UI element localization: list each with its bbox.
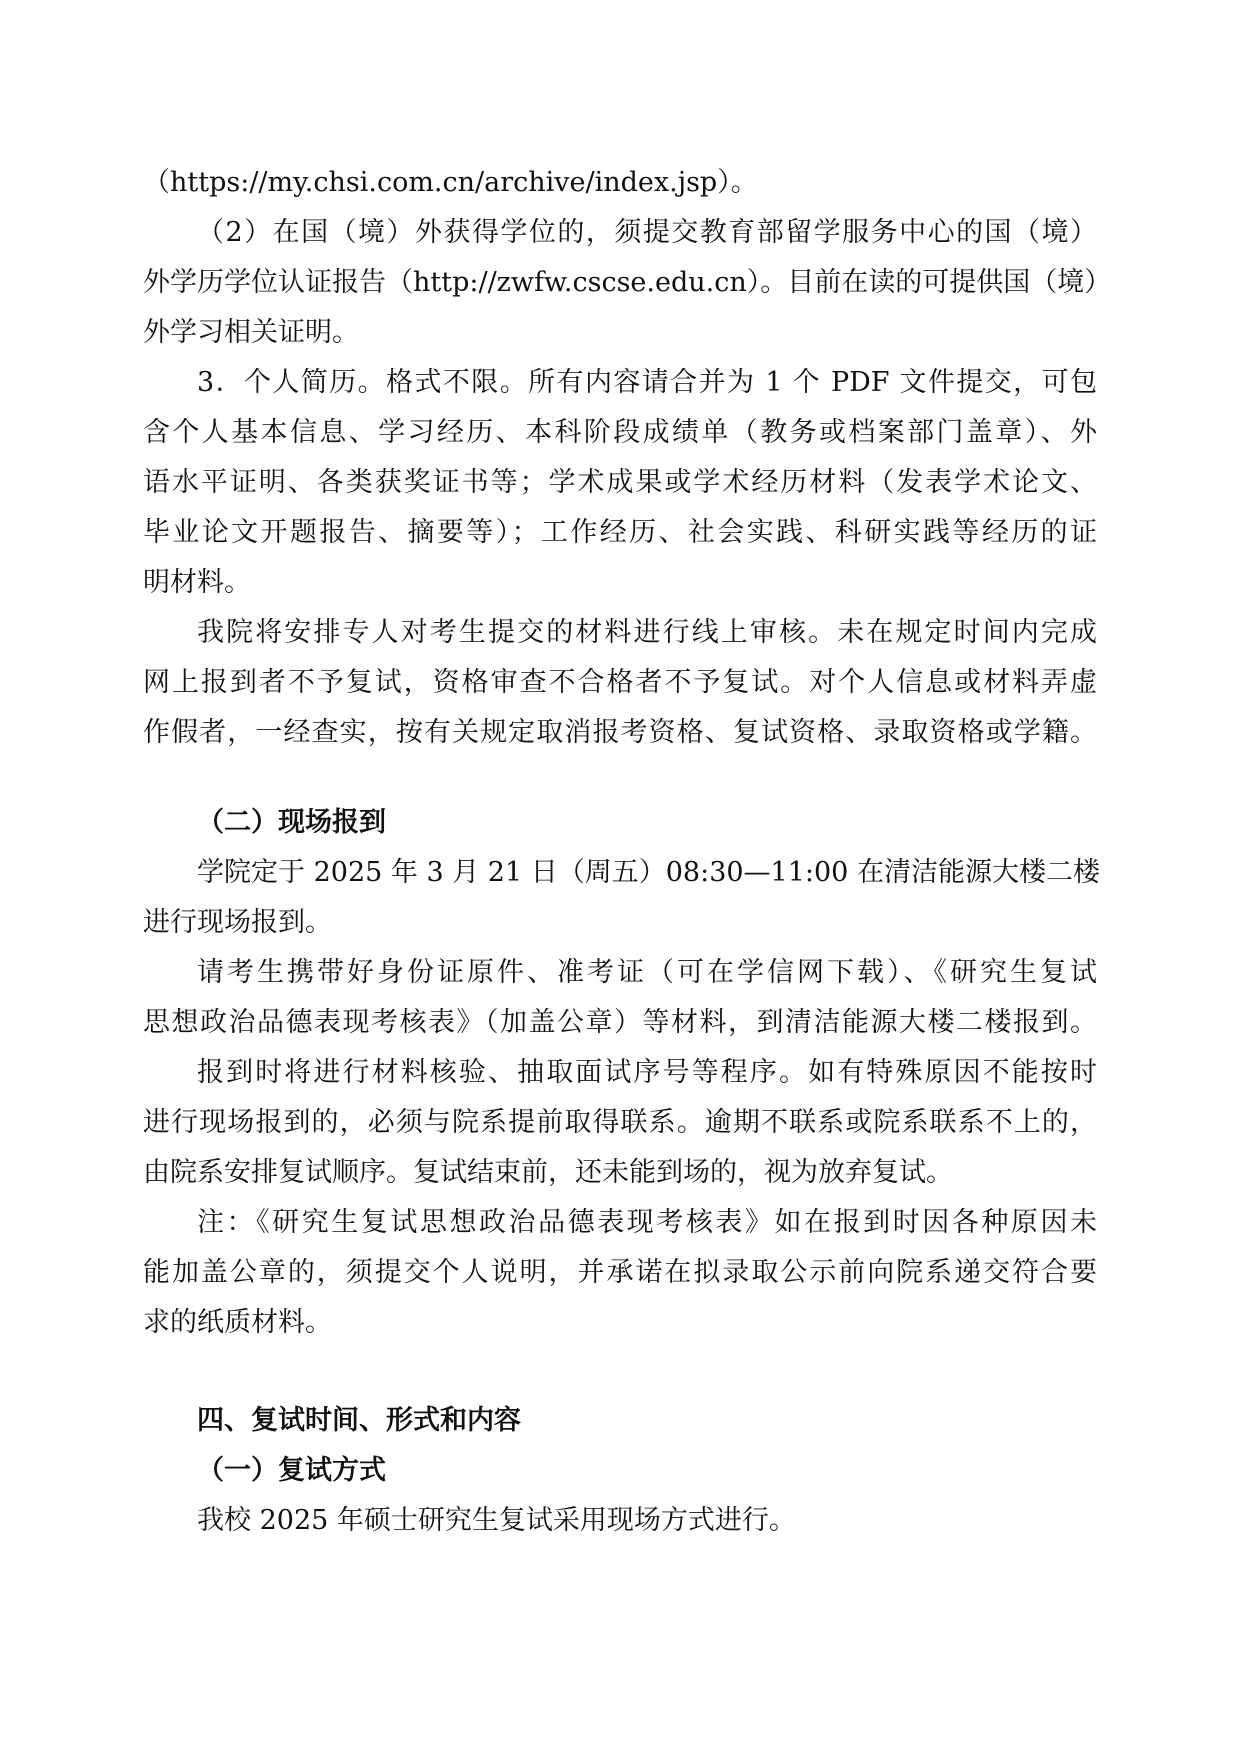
text-line: 外学习相关证明。 xyxy=(143,317,359,348)
text-line: 学院定于 2025 年 3 月 21 日（周五）08:30—11:00 在清洁能源大楼二楼 xyxy=(197,857,1100,888)
paragraph-registration-time xyxy=(143,848,1100,948)
text-line: 进行现场报到的，必须与院系提前取得联系。逾期不联系或院系联系不上的， xyxy=(143,1107,1097,1138)
text-line: 毕业论文开题报告、摘要等）；工作经历、社会实践、科研实践等经历的证 xyxy=(143,517,1097,548)
paragraph-resume xyxy=(143,358,1097,608)
paragraph-registration-procedure xyxy=(143,1048,1097,1198)
text-line: 能加盖公章的，须提交个人说明，并承诺在拟录取公示前向院系递交符合要 xyxy=(143,1257,1097,1288)
paragraph-note xyxy=(143,1198,1097,1348)
paragraph-required-documents xyxy=(143,948,1097,1048)
text-line: 注：《研究生复试思想政治品德表现考核表》如在报到时因各种原因未 xyxy=(197,1207,1097,1238)
heading-onsite-registration: （二）现场报到 xyxy=(197,807,386,838)
text-line: （2）在国（境）外获得学位的，须提交教育部留学服务中心的国（境） xyxy=(197,217,1097,248)
text-line: 外学历学位认证报告（http://zwfw.cscse.edu.cn）。目前在读的可提供国（境） xyxy=(143,267,1112,298)
text-line: 进行现场报到。 xyxy=(143,907,332,938)
chsi-url-line: （https://my.chsi.com.cn/archive/index.jsp）。 xyxy=(143,167,758,198)
heading-section-4: 四、复试时间、形式和内容 xyxy=(197,1405,521,1436)
paragraph-online-review xyxy=(143,608,1097,758)
text-line: 作假者，一经查实，按有关规定取消报考资格、复试资格、录取资格或学籍。 xyxy=(143,717,1097,748)
text-line: 3．个人简历。格式不限。所有内容请合并为 1 个 PDF 文件提交，可包 xyxy=(197,367,1097,398)
heading-retest-method: （一）复试方式 xyxy=(197,1455,386,1486)
paragraph-foreign-degree xyxy=(143,208,1112,358)
text-line: 语水平证明、各类获奖证书等；学术成果或学术经历材料（发表学术论文、 xyxy=(143,467,1097,498)
text-line: 思想政治品德表现考核表》（加盖公章）等材料，到清洁能源大楼二楼报到。 xyxy=(143,1007,1097,1038)
paragraph-retest-method: 我校 2025 年硕士研究生复试采用现场方式进行。 xyxy=(197,1505,796,1536)
text-line: 网上报到者不予复试，资格审查不合格者不予复试。对个人信息或材料弄虚 xyxy=(143,667,1097,698)
text-line: 报到时将进行材料核验、抽取面试序号等程序。如有特殊原因不能按时 xyxy=(197,1057,1097,1088)
text-line: 我院将安排专人对考生提交的材料进行线上审核。未在规定时间内完成 xyxy=(197,617,1097,648)
text-line: 请考生携带好身份证原件、准考证（可在学信网下载）、《研究生复试 xyxy=(197,957,1097,988)
document-page xyxy=(143,158,1112,1546)
text-line: 求的纸质材料。 xyxy=(143,1307,332,1338)
text-line: 含个人基本信息、学习经历、本科阶段成绩单（教务或档案部门盖章）、外 xyxy=(143,417,1097,448)
text-line: 明材料。 xyxy=(143,567,251,598)
text-line: 由院系安排复试顺序。复试结束前，还未能到场的，视为放弃复试。 xyxy=(143,1157,953,1188)
